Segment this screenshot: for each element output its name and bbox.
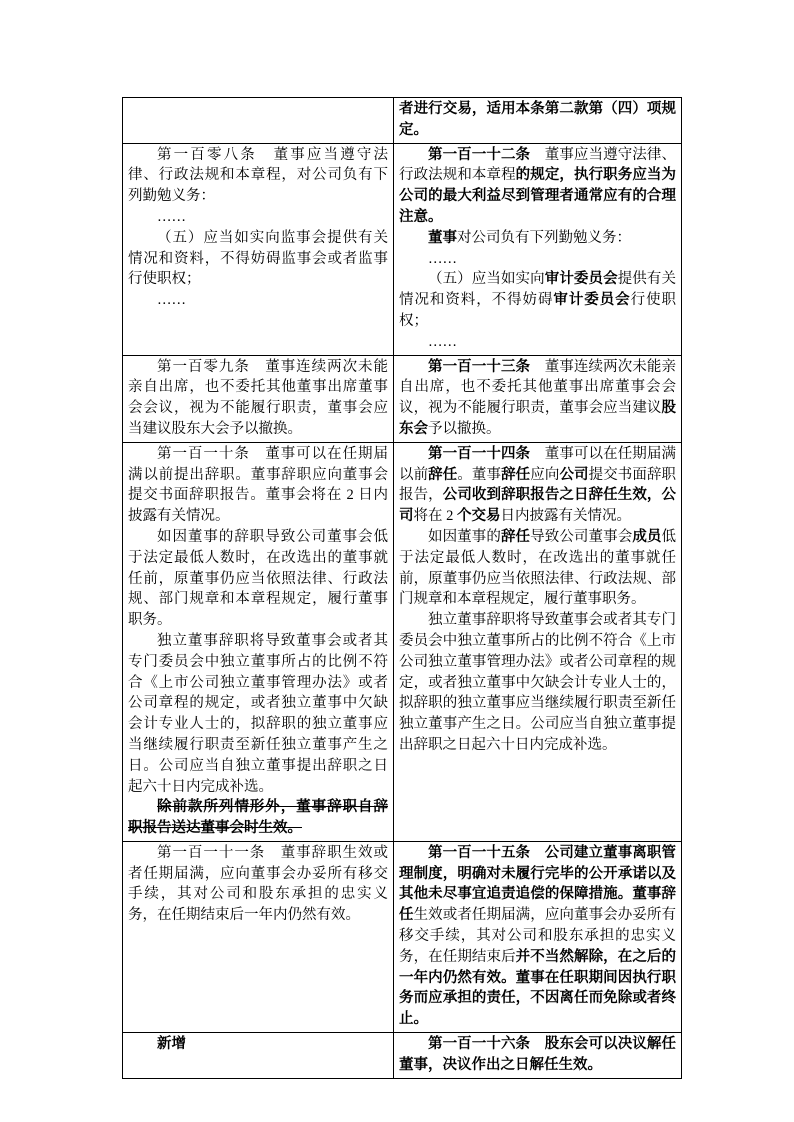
left-column-cell [123, 1033, 394, 1079]
table-row [123, 442, 682, 841]
text-run: 董事连续两次未能亲自出席，也不委托其他董事出席董事会会议，视为不能履行职责，董事会应当建议 [399, 358, 676, 417]
text-run: 第一百一十条 董事可以在任期届满以前提出辞职。董事辞职应向董事会提交书面辞职报告。董事会将在 2 日内披露有关情况。 [128, 445, 388, 525]
text-run: 公司收到辞职报告之日辞任生效，公司 [399, 487, 676, 525]
left-column-cell [123, 143, 394, 355]
table-row [123, 98, 682, 144]
text-run: 如因董事的辞职导致公司董事会低于法定最低人数时，在改选出的董事就任前，原董事仍应当依照法律、行政法规、部门规章和本章程规定，履行董事职务。 [128, 528, 388, 629]
text-run: 第一百一十二条 [428, 146, 545, 163]
text-run: 董事可以在任期届满以前 [399, 445, 676, 483]
text-run: 提供有关情况和资料，不得妨碍 [399, 271, 676, 309]
text-run: 行使职权； [399, 292, 677, 329]
left-column-cell [123, 355, 394, 442]
text-run: 除前款所列情形外，董事辞职自辞职报告送达董事会时生效。 [128, 799, 388, 837]
text-run: 独立董事辞职将导致董事会或者其专门委员会中独立董事所占的比例不符合《上市公司独立董事管理办法》或者公司章程的规定，或者独立董事中欠缺会计专业人士的，拟辞职的独立董事应当继续履行职责至新任独立董事产生之日。公司应当自独立董事提出辞职之日起六十日内完成补选。 [399, 612, 676, 753]
text-run: …… [157, 208, 186, 225]
text-run: 日内披露有关情况。 [500, 508, 631, 525]
paragraph [399, 357, 676, 440]
paragraph [128, 290, 388, 311]
text-run: 。董事 [457, 466, 502, 483]
paragraph [128, 527, 388, 631]
table-row [123, 1033, 682, 1079]
table-row [123, 841, 682, 1032]
text-run: 公司 [559, 466, 589, 483]
text-run: （五）应当如实向监事会提供有关情况和资料，不得妨碍监事会或者监事行使职权； [128, 229, 388, 288]
text-run: 辞任 [500, 528, 531, 545]
text-run: 低于法定最低人数时，在改选出的董事就任前，原董事仍应当依照法律、行政法规、部门规章和本章程规定，履行董事职务。 [399, 528, 676, 608]
paragraph [399, 99, 676, 141]
paragraph [128, 228, 388, 290]
text-run: 第一百零九条 董事连续两次未能亲自出席，也不委托其他董事出席董事会会议，视为不能履行职责，董事会应当建议股东大会予以撤换。 [128, 358, 388, 437]
text-run: 生效或者任期届满，应向董事会办妥所有移交手续，其对公司和股东承担的忠实义务，在任期结束后 [399, 907, 677, 965]
text-run: 提交书面辞职报告， [399, 466, 677, 504]
left-column-cell [123, 442, 394, 841]
text-run: 第一百一十四条 [428, 445, 545, 462]
text-run: （五）应当如实向 [428, 271, 545, 288]
paragraph [399, 228, 676, 249]
right-column-cell [394, 442, 682, 841]
left-column-cell [123, 841, 394, 1032]
text-run: 辞任 [501, 466, 531, 483]
text-run: 审计委员会 [544, 271, 618, 288]
text-run: 如因董事的 [428, 528, 501, 545]
paragraph [399, 269, 676, 331]
paragraph [399, 527, 676, 610]
table-row [123, 355, 682, 442]
paragraph [128, 631, 388, 797]
text-run: 审计委员会 [553, 292, 631, 309]
text-run: 独立董事辞职将导致董事会或者其专门委员会中独立董事所占的比例不符合《上市公司独立董事管理办法》或者公司章程的规定，或者独立董事中欠缺会计专业人士的，拟辞职的独立董事应当继续履行职责至新任独立董事产生之日。公司应当自独立董事提出辞职之日起六十日内完成补选。 [128, 632, 388, 795]
right-column-cell [394, 841, 682, 1032]
text-run: 并不当然解除，在之后的一年内仍然有效。董事在任职期间因执行职务而应承担的责任，不因离任而免除或者终止。 [399, 948, 677, 1028]
text-run: …… [428, 250, 457, 267]
paragraph [399, 145, 676, 228]
text-run: 第一百一十六条 股东会可以决议解任董事，决议作出之日解任生效。 [399, 1036, 676, 1073]
table-body [123, 98, 682, 1079]
text-run: 第一百一十三条 [428, 358, 545, 375]
paragraph [128, 444, 388, 527]
right-column-cell [394, 1033, 682, 1079]
text-run: 个交易 [457, 508, 501, 525]
text-run: 股东会 [399, 400, 676, 437]
text-run: 成员 [632, 528, 662, 545]
paragraph [399, 843, 676, 1030]
text-run: 予以撤换。 [428, 420, 501, 437]
text-run: 将在 2 [413, 508, 457, 525]
paragraph [128, 207, 388, 228]
text-run: 第一百一十五条 公司建立董事离职管理制度，明确对未履行完毕的公开承诺以及其他未尽事宜追责追偿的保障措施。董事辞任 [399, 844, 676, 924]
table-row [123, 143, 682, 355]
left-column-cell [123, 98, 394, 144]
paragraph [399, 444, 676, 527]
paragraph [399, 332, 676, 353]
paragraph [399, 249, 676, 270]
paragraph [128, 1034, 388, 1055]
paragraph [128, 797, 388, 839]
right-column-cell [394, 98, 682, 144]
paragraph [399, 1034, 676, 1076]
text-run: …… [157, 292, 186, 309]
paragraph [128, 357, 388, 440]
text-run: 辞任 [428, 466, 458, 483]
text-run: 新增 [157, 1036, 186, 1053]
right-column-cell [394, 143, 682, 355]
text-run: 应向 [530, 466, 560, 483]
text-run: 对公司负有下列勤勉义务： [457, 229, 631, 246]
paragraph [128, 145, 388, 207]
text-run: 董事 [428, 229, 457, 246]
text-run: 第一百零八条 董事应当遵守法律、行政法规和本章程，对公司负有下列勤勉义务： [128, 146, 388, 205]
right-column-cell [394, 355, 682, 442]
text-run: 的规定，执行职务应当为公司的最大利益尽到管理者通常应有的合理注意。 [399, 167, 677, 225]
text-run: 第一百一十一条 董事辞职生效或者任期届满，应向董事会办妥所有移交手续，其对公司和股东承担的忠实义务，在任期结束后一年内仍然有效。 [128, 844, 388, 924]
text-run: …… [428, 333, 457, 350]
paragraph [399, 610, 676, 756]
text-run: 董事应当遵守法律、行政法规和本章程 [399, 146, 676, 184]
paragraph [128, 843, 388, 926]
text-run: 导致公司董事会 [530, 528, 633, 545]
comparison-table [122, 97, 682, 1079]
text-run: 者进行交易，适用本条第二款第（四）项规定。 [399, 101, 676, 138]
